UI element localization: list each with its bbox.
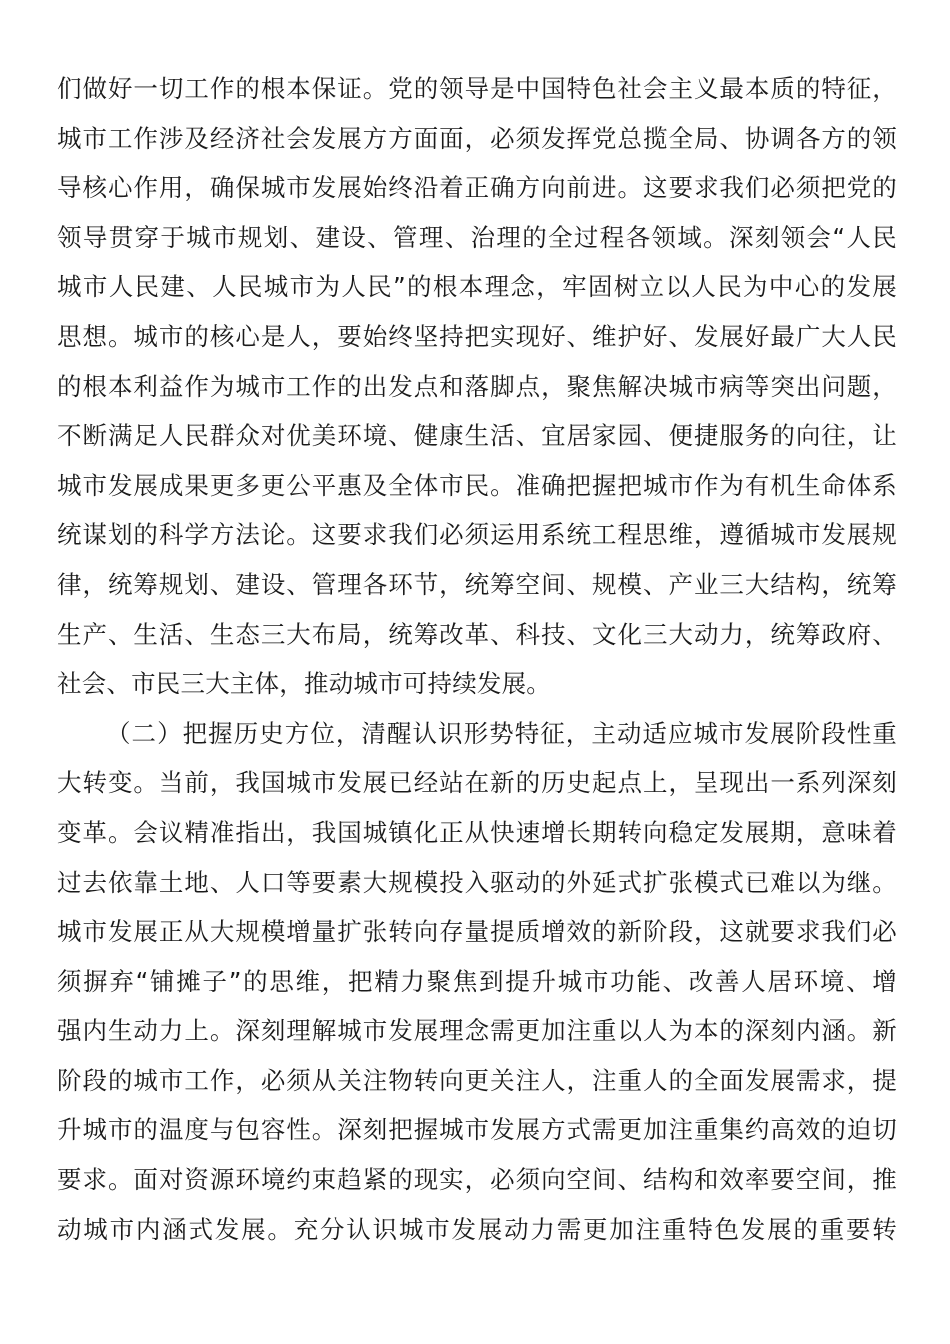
text-line: 思想。城市的核心是人，要始终坚持把实现好、维护好、发展好最广大人民 <box>57 321 897 351</box>
text-line: 导核心作用，确保城市发展始终沿着正确方向前进。这要求我们必须把党的 <box>57 173 897 203</box>
text-line: 升城市的温度与包容性。深刻把握城市发展方式需更加注重集约高效的迫切 <box>57 1115 897 1145</box>
text-line: 动城市内涵式发展。充分认识城市发展动力需更加注重特色发展的重要转 <box>57 1214 897 1244</box>
text-line: 要求。面对资源环境约束趋紧的现实，必须向空间、结构和效率要空间，推 <box>57 1165 897 1195</box>
text-line: 城市发展成果更多更公平惠及全体市民。准确把握把城市作为有机生命体系 <box>57 470 897 500</box>
text-line: 城市发展正从大规模增量扩张转向存量提质增效的新阶段，这就要求我们必 <box>57 917 897 947</box>
text-line: 律，统筹规划、建设、管理各环节，统筹空间、规模、产业三大结构，统筹 <box>57 569 897 599</box>
paragraph-1 <box>57 64 897 709</box>
body-text <box>57 64 897 1254</box>
text-line: 阶段的城市工作，必须从关注物转向更关注人，注重人的全面发展需求，提 <box>57 1065 897 1095</box>
text-line: 须摒弃“铺摊子”的思维，把精力聚焦到提升城市功能、改善人居环境、增 <box>57 966 897 996</box>
text-line: 过去依靠土地、人口等要素大规模投入驱动的外延式扩张模式已难以为继。 <box>57 867 897 897</box>
text-line: 城市工作涉及经济社会发展方方面面，必须发挥党总揽全局、协调各方的领 <box>57 123 897 153</box>
text-line: 大转变。当前，我国城市发展已经站在新的历史起点上，呈现出一系列深刻 <box>57 768 897 798</box>
text-line: 统谋划的科学方法论。这要求我们必须运用系统工程思维，遵循城市发展规 <box>57 520 897 550</box>
section-heading-line: （二）把握历史方位，清醒认识形势特征，主动适应城市发展阶段性重 <box>106 718 897 748</box>
text-line: 社会、市民三大主体，推动城市可持续发展。 <box>57 669 551 699</box>
text-line: 领导贯穿于城市规划、建设、管理、治理的全过程各领域。深刻领会“人民 <box>57 222 897 252</box>
text-line: 生产、生活、生态三大布局，统筹改革、科技、文化三大动力，统筹政府、 <box>57 619 897 649</box>
paragraph-2 <box>57 709 897 1255</box>
text-line: 强内生动力上。深刻理解城市发展理念需更加注重以人为本的深刻内涵。新 <box>57 1016 897 1046</box>
text-line: 城市人民建、人民城市为人民”的根本理念，牢固树立以人民为中心的发展 <box>57 272 897 302</box>
text-line: 们做好一切工作的根本保证。党的领导是中国特色社会主义最本质的特征， <box>57 74 897 103</box>
text-line: 的根本利益作为城市工作的出发点和落脚点，聚焦解决城市病等突出问题， <box>57 371 897 401</box>
text-line: 变革。会议精准指出，我国城镇化正从快速增长期转向稳定发展期，意味着 <box>57 817 897 847</box>
text-line: 不断满足人民群众对优美环境、健康生活、宜居家园、便捷服务的向往，让 <box>57 421 897 451</box>
